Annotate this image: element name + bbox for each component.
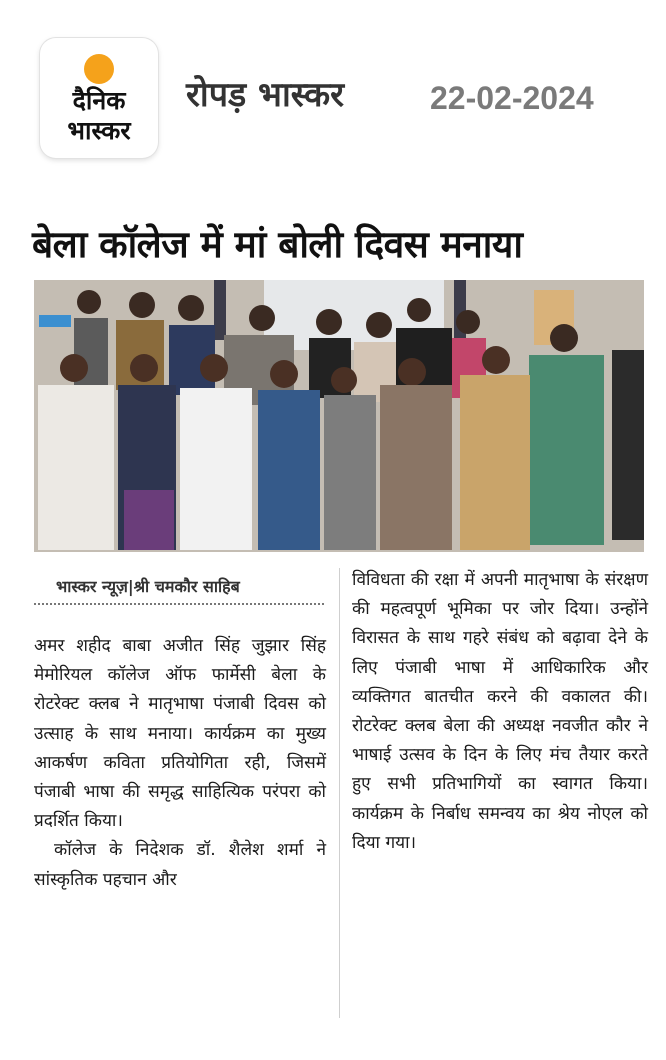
byline: भास्कर न्यूज़|श्री चमकौर साहिब — [56, 577, 240, 596]
col1-paragraph-2: कॉलेज के निदेशक डॉ. शैलेश शर्मा ने सांस्कृतिक पहचान और — [34, 840, 326, 890]
column-divider — [339, 568, 340, 1018]
article-headline: बेला कॉलेज में मां बोली दिवस मनाया — [32, 223, 523, 266]
col2-paragraph-1: विविधता की रक्षा में अपनी मातृभाषा के संरक्षण की महत्वपूर्ण भूमिका पर जोर दिया। उन्होंने विरासत के साथ गहरे संबंध को बढ़ावा देने के लिए पंजाबी भाषा में आधिकारिक और व्यक्तिगत बातचीत करने की वकालत की। रोटरेक्ट क्लब बेला की अध्यक्ष नवजीत कौर ने भाषाई उत्सव के दिन के लिए मंच तैयार करते हुए सभी प्रतिभागियों का स्वागत किया। कार्यक्रम के निर्बाध समन्वय का श्रेय नोएल को दिया गया। — [352, 570, 648, 853]
edition-name: रोपड़ भास्कर — [186, 75, 345, 115]
byline-divider — [34, 603, 324, 605]
dainik-bhaskar-logo — [40, 38, 158, 158]
col1-paragraph-1: अमर शहीद बाबा अजीत सिंह जुझार सिंह मेमोरियल कॉलेज ऑफ फार्मेसी बेला के रोटरेक्ट क्लब ने मातृभाषा पंजाबी दिवस को उत्साह के साथ मनाया। कार्यक्रम का मुख्य आकर्षण कविता प्रतियोगिता रही, जिसमें पंजाबी भाषा की समृद्ध साहित्यिक परंपरा को प्रदर्शित किया। — [34, 636, 326, 832]
article-column-1 — [34, 632, 326, 895]
group-photo-illustration — [34, 280, 644, 552]
article-column-2 — [352, 566, 648, 858]
masthead — [0, 0, 666, 200]
group-photo — [34, 280, 644, 552]
logo-line1: दैनिक — [72, 86, 126, 115]
publication-date: 22-02-2024 — [430, 80, 594, 116]
logo-line2: भास्कर — [67, 116, 131, 145]
logo-sun-icon — [84, 54, 114, 84]
